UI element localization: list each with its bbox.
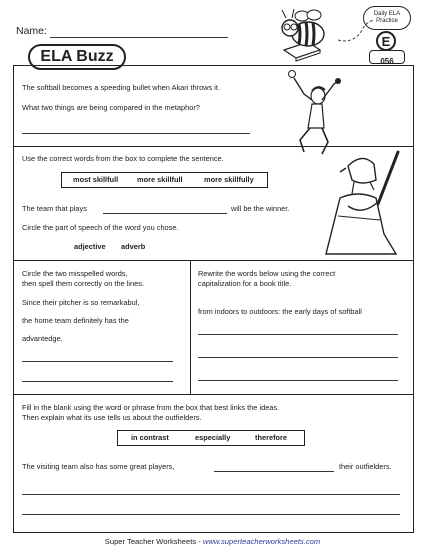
footer-url[interactable]: www.superteacherworksheets.com: [202, 537, 321, 546]
linking-option-2[interactable]: especially: [195, 433, 231, 442]
title-line-2[interactable]: [198, 357, 398, 358]
badge-top-text: Daily ELA Practice: [373, 11, 401, 24]
badge-letter-circle: [376, 31, 396, 51]
explain-line-1[interactable]: [22, 494, 400, 495]
softball-pitcher-illustration: [282, 70, 354, 156]
explain-line-2[interactable]: [22, 514, 400, 515]
title-line-1[interactable]: [198, 334, 398, 335]
name-label: Name:: [16, 25, 47, 37]
misspelled-text-3: advantedge.: [22, 334, 63, 343]
spelling-line-2[interactable]: [22, 381, 173, 382]
part-of-speech-adverb[interactable]: adverb: [121, 242, 146, 251]
capitalization-instruction-1: Rewrite the words below using the correct: [198, 269, 336, 278]
metaphor-sentence: The softball becomes a speeding bullet when Akari throws it.: [22, 83, 221, 92]
name-line[interactable]: [50, 37, 228, 38]
softball-batter-illustration: [318, 150, 414, 260]
section2-instruction: Use the correct words from the box to complete the sentence.: [22, 154, 224, 163]
book-title-phrase: from indoors to outdoors: the early days of softball: [198, 307, 362, 316]
linking-sentence-end: their outfielders.: [339, 462, 392, 471]
linking-sentence-start: The visiting team also has some great players,: [22, 462, 175, 471]
spelling-line-1[interactable]: [22, 361, 173, 362]
misspelled-text-2: the home team definitely has the: [22, 316, 129, 325]
title-line-3[interactable]: [198, 380, 398, 381]
badge-number-box: [369, 50, 405, 64]
fill-blank-line[interactable]: [103, 213, 227, 214]
footer: [0, 537, 425, 546]
linking-blank-line[interactable]: [214, 471, 334, 472]
misspelled-instruction-2: then spell them correctly on the lines.: [22, 279, 145, 288]
word-option-3[interactable]: more skillfully: [204, 175, 254, 184]
part-of-speech-adjective[interactable]: adjective: [74, 242, 106, 251]
linking-instruction-2: Then explain what its use tells us about the outfielders.: [22, 413, 202, 422]
misspelled-text-1: Since their pitcher is so remarkabul,: [22, 298, 140, 307]
linking-option-3[interactable]: therefore: [255, 433, 288, 442]
page-title: ELA Buzz: [40, 48, 114, 65]
word-option-2[interactable]: more skillfull: [137, 175, 183, 184]
metaphor-question: What two things are being compared in the metaphor?: [22, 103, 200, 112]
divider-vertical: [190, 260, 191, 394]
linking-instruction-1: Fill in the blank using the word or phrase from the box that best links the ideas.: [22, 403, 280, 412]
footer-brand: Super Teacher Worksheets -: [104, 537, 203, 546]
badge-number: 056: [380, 57, 394, 66]
circle-instruction: Circle the part of speech of the word you chose.: [22, 223, 179, 232]
capitalization-instruction-2: capitalization for a book title.: [198, 279, 292, 288]
divider-3: [13, 394, 414, 395]
linking-option-1[interactable]: in contrast: [131, 433, 169, 442]
divider-2: [13, 260, 414, 261]
badge-letter: E: [381, 34, 391, 49]
misspelled-instruction-1: Circle the two misspelled words,: [22, 269, 128, 278]
answer-line[interactable]: [22, 133, 250, 134]
sentence-start: The team that plays: [22, 204, 87, 213]
daily-practice-badge: [363, 6, 411, 30]
sentence-end: will be the winner.: [231, 204, 290, 213]
word-option-1[interactable]: most skillfull: [73, 175, 119, 184]
